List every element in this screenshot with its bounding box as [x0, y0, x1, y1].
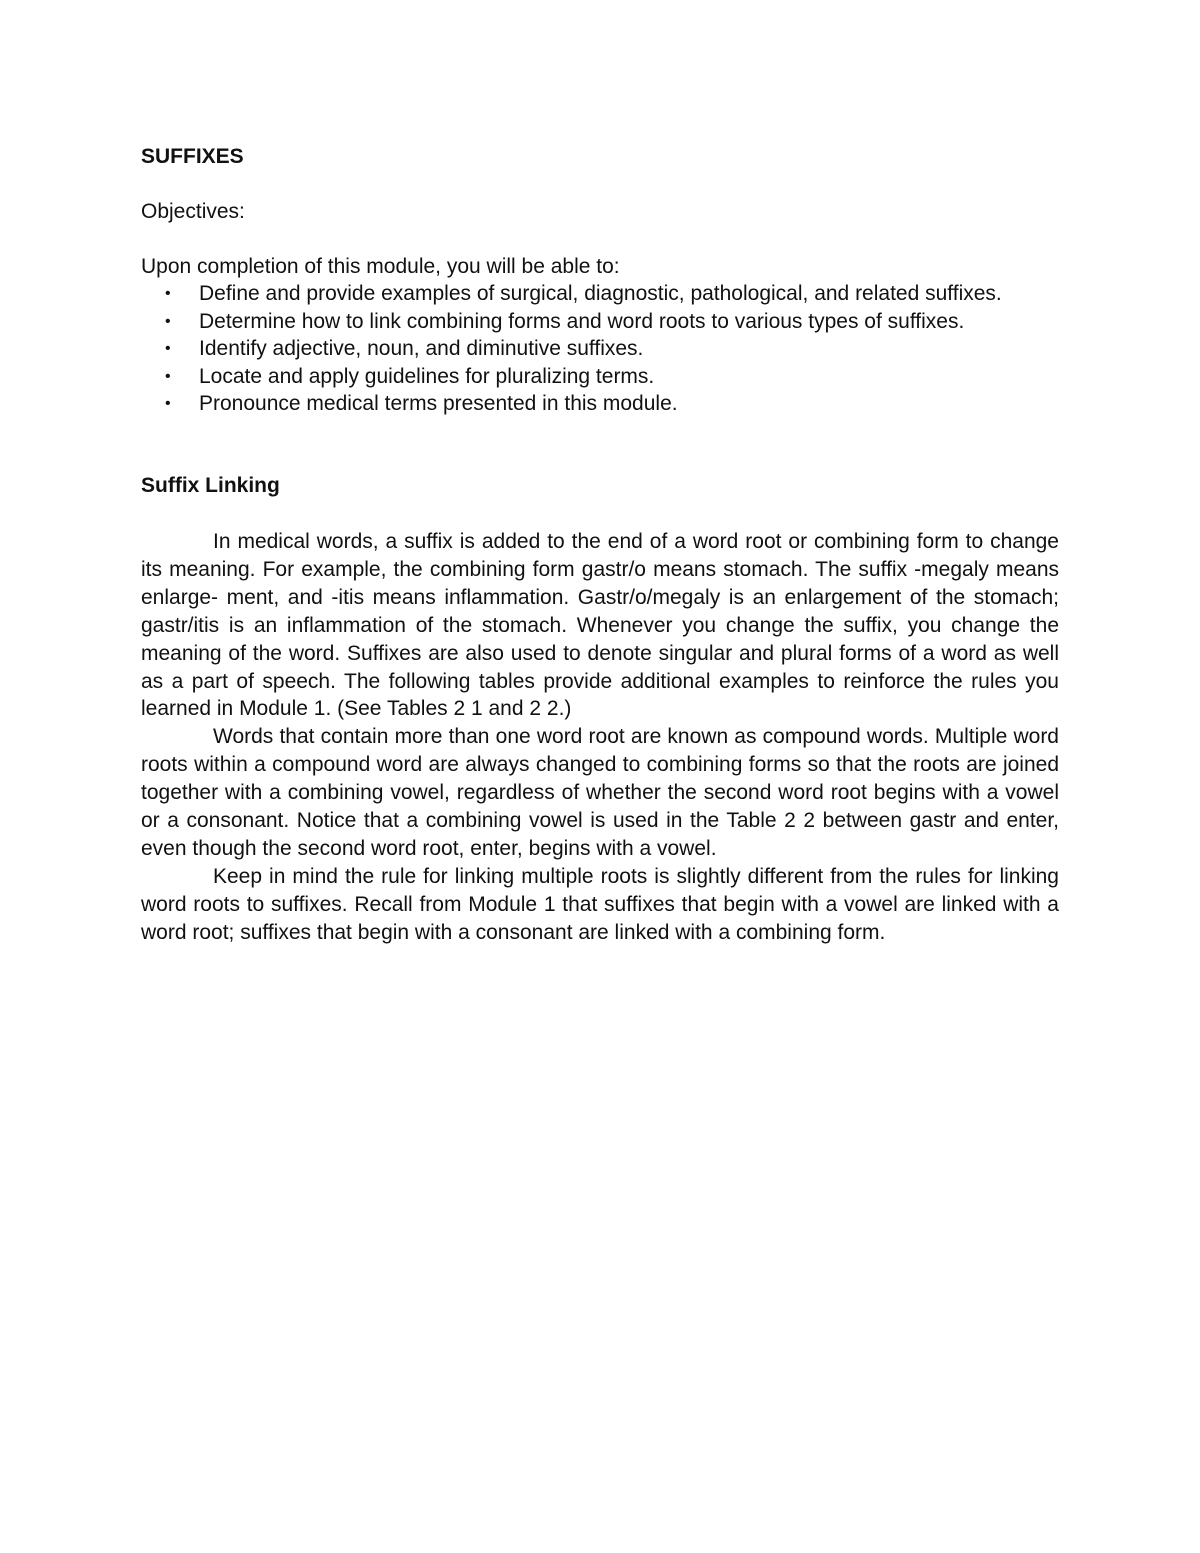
- objectives-list: [141, 280, 1061, 418]
- list-item: [141, 390, 1061, 418]
- page-title: SUFFIXES: [141, 145, 244, 168]
- section-heading: Suffix Linking: [141, 474, 280, 497]
- bullet-icon: •: [165, 312, 171, 330]
- paragraph: In medical words, a suffix is added to the end of a word root or combining form to change its meaning. For example, the combining form gastr/o means stomach. The suffix -megaly means enlarge- ment, and -itis means inflammation. Gastr/o/megaly is an enlargement of the stomach; gastr/itis is an inflammation of the stomach. Whenever you change the suffix, you change the meaning of the word. Suffixes are also used to denote singular and plural forms of a word as well as a part of speech. The following tables provide additional examples to reinforce the rules you learned in Module 1. (See Tables 2 1 and 2 2.): [141, 530, 1059, 721]
- objective-text: Determine how to link combining forms and word roots to various types of suffixes.: [199, 309, 965, 333]
- paragraph: Keep in mind the rule for linking multiple roots is slightly different from the rules for linking word roots to suffixes. Recall from Module 1 that suffixes that begin with a vowel are linked with a word root; suffixes that begin with a consonant are linked with a combining form.: [141, 864, 1059, 944]
- list-item: [141, 335, 1061, 363]
- objective-text: Define and provide examples of surgical, diagnostic, pathological, and related suffixes.: [199, 282, 1002, 305]
- objective-text: Identify adjective, noun, and diminutive suffixes.: [199, 337, 644, 361]
- body-text: [141, 528, 1059, 947]
- list-item: [141, 280, 1061, 308]
- list-item: [141, 363, 1061, 391]
- objective-text: Pronounce medical terms presented in this module.: [199, 392, 678, 416]
- objectives-label: Objectives:: [141, 200, 245, 223]
- objective-text: Locate and apply guidelines for pluralizing terms.: [199, 364, 655, 388]
- paragraph: Words that contain more than one word root are known as compound words. Multiple word roots within a compound word are always changed to combining forms so that the roots are joined together with a combining vowel, regardless of whether the second word root begins with a vowel or a consonant. Notice that a combining vowel is used in the Table 2 2 between gastr and enter, even though the second word root, enter, begins with a vowel.: [141, 725, 1059, 860]
- objectives-intro: Upon completion of this module, you will be able to:: [141, 255, 620, 278]
- bullet-icon: •: [165, 367, 171, 385]
- list-item: [141, 308, 1061, 336]
- bullet-icon: •: [165, 395, 171, 413]
- bullet-icon: •: [165, 340, 171, 358]
- bullet-icon: •: [165, 285, 171, 302]
